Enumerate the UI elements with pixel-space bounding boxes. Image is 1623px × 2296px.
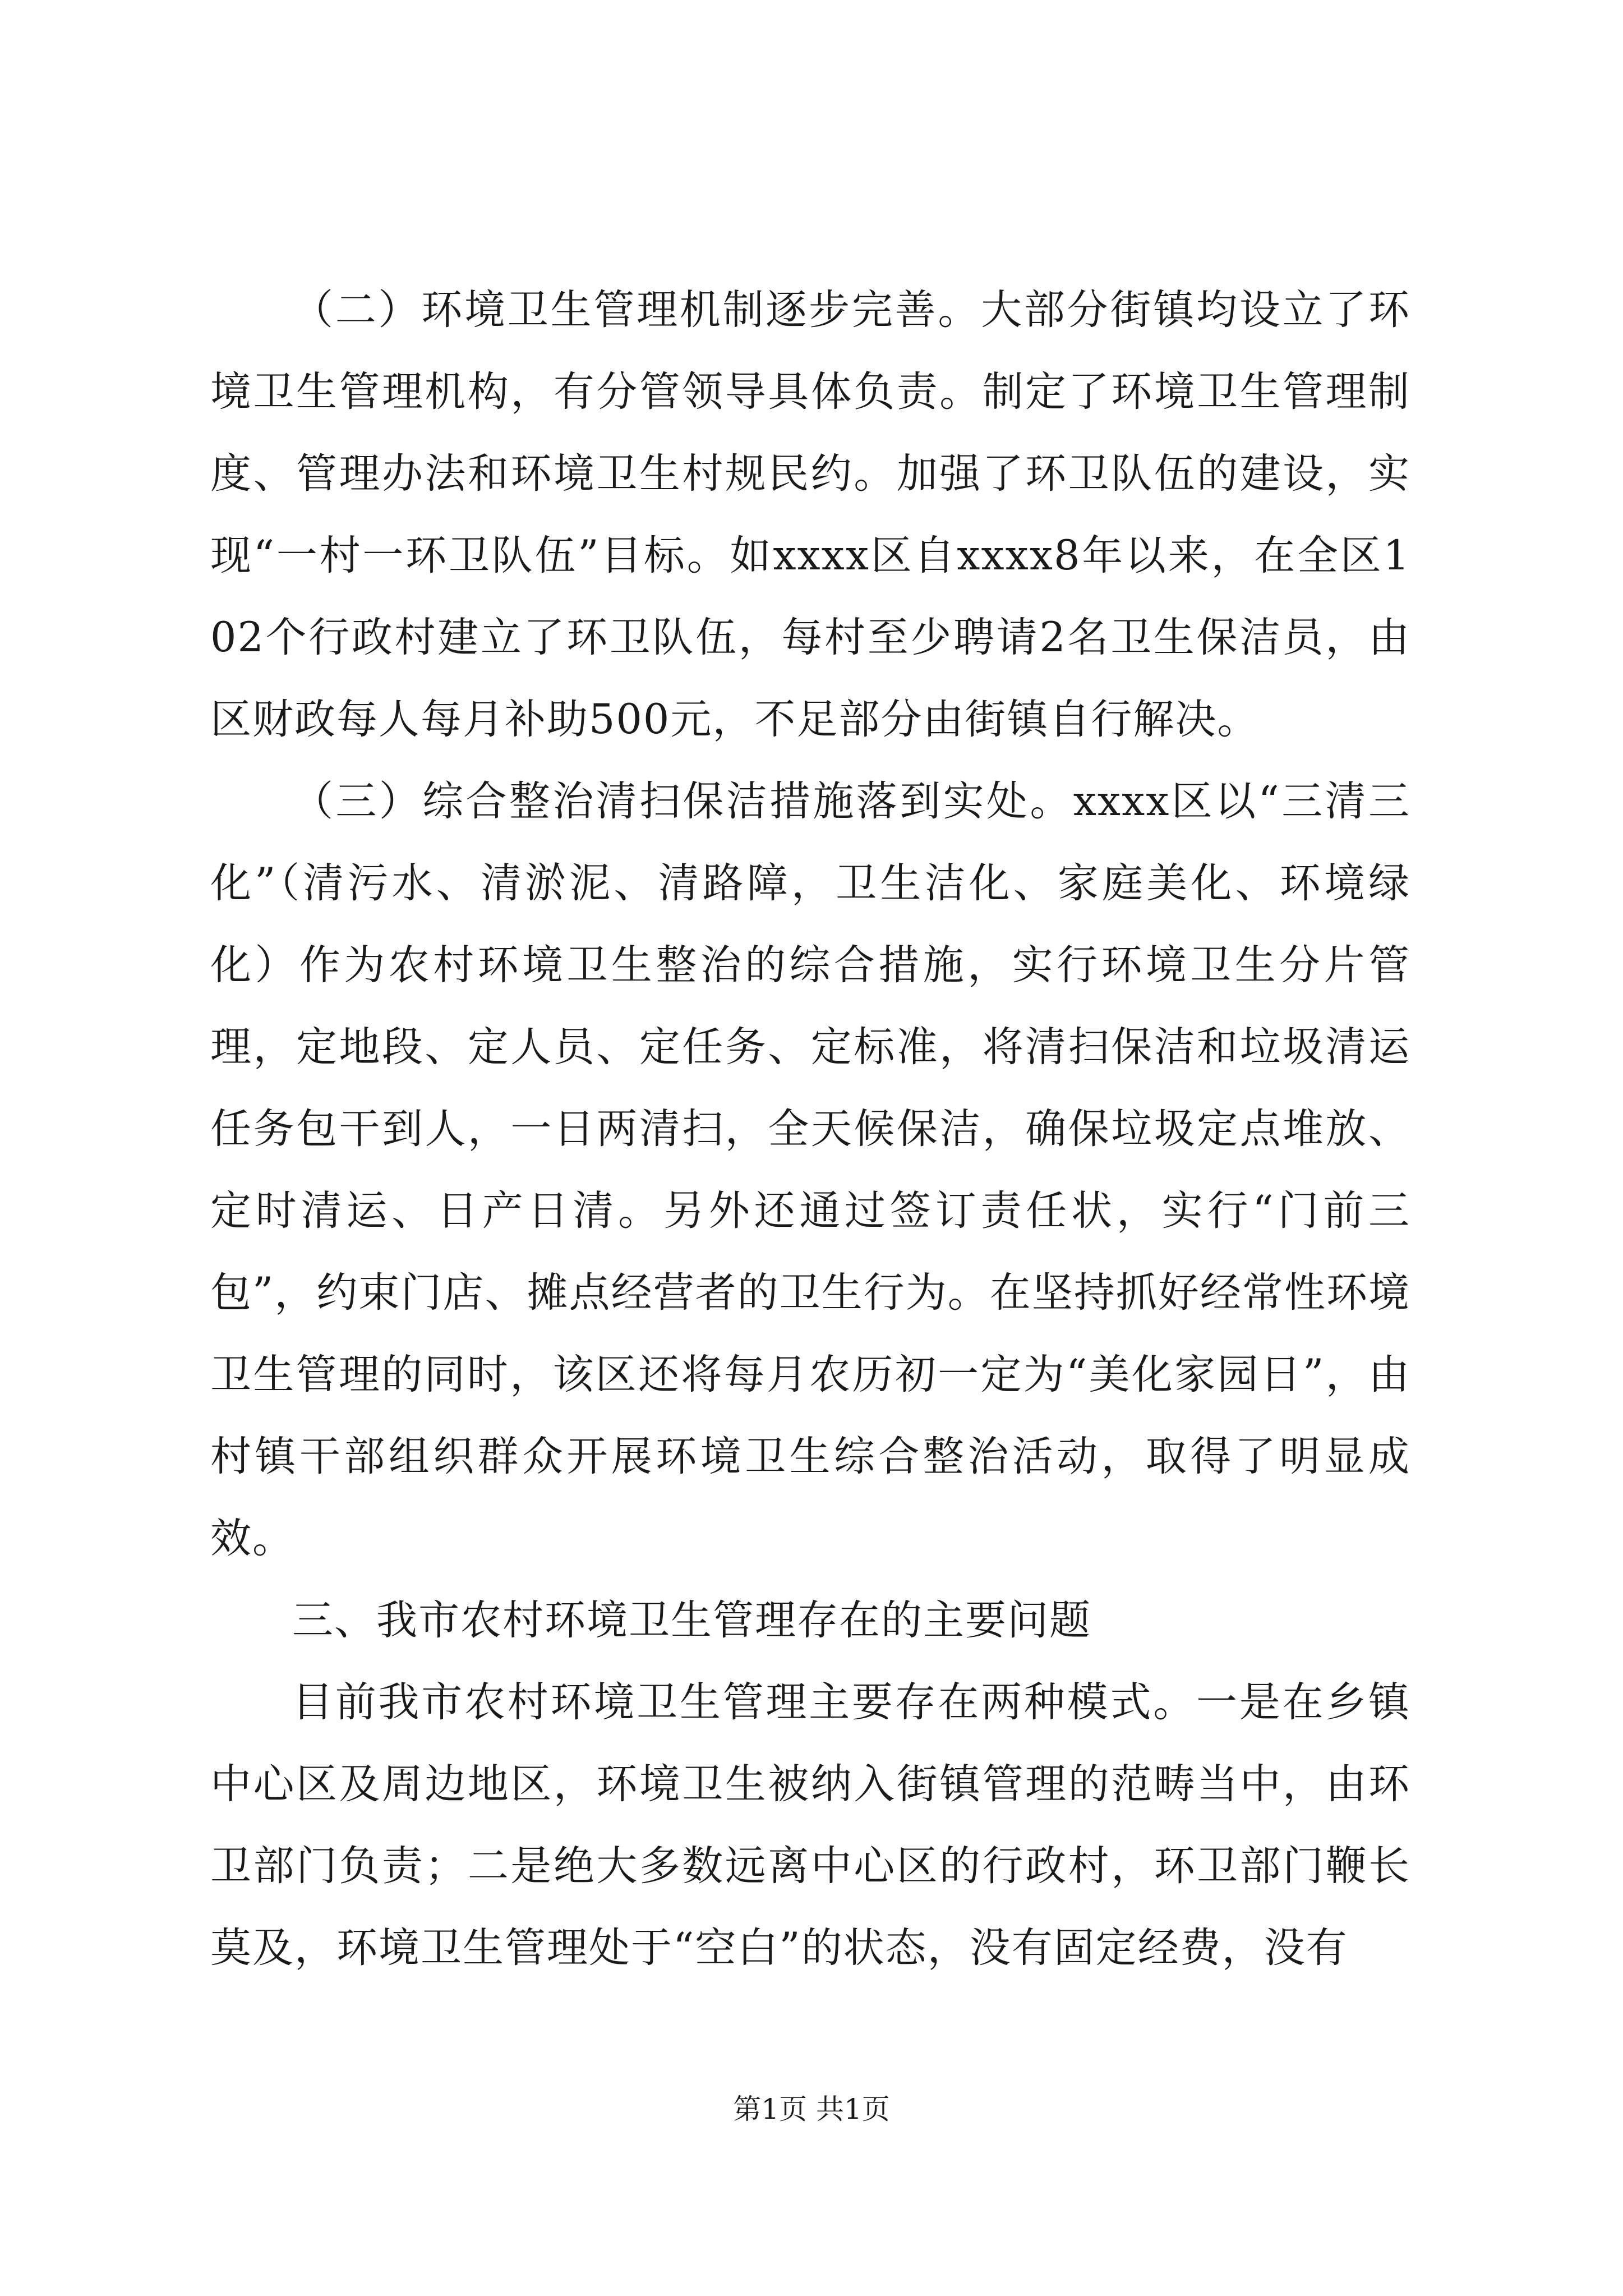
section-heading: 三、我市农村环境卫生管理存在的主要问题	[292, 1596, 1091, 1644]
document-body	[210, 269, 1410, 1989]
paragraph-management-modes: 目前我市农村环境卫生管理主要存在两种模式。一是在乡镇中心区及周边地区，环境卫生被纳入街镇管理的范畴当中，由环卫部门负责；二是绝大多数远离中心区的行政村，环卫部门鞭长莫及，环境卫生管理处于“空白”的状态，没有固定经费，没有	[210, 1678, 1410, 1972]
page-number-footer: 第1页 共1页	[733, 2093, 890, 2125]
paragraph-mechanism: （二）环境卫生管理机制逐步完善。大部分街镇均设立了环境卫生管理机构，有分管领导具体负责。制定了环境卫生管理制度、管理办法和环境卫生村规民约。加强了环卫队伍的建设，实现“一村一环卫队伍”目标。如xxxx区自xxxx8年以来，在全区102个行政村建立了环卫队伍，每村至少聘请2名卫生保洁员，由区财政每人每月补助500元，不足部分由街镇自行解决。	[210, 286, 1410, 743]
paragraph-cleaning-measures: （三）综合整治清扫保洁措施落到实处。xxxx区以“三清三化”（清污水、清淤泥、清路障，卫生洁化、家庭美化、环境绿化）作为农村环境卫生整治的综合措施，实行环境卫生分片管理，定地段、定人员、定任务、定标准，将清扫保洁和垃圾清运任务包干到人，一日两清扫，全天候保洁，确保垃圾定点堆放、定时清运、日产日清。另外还通过签订责任状，实行“门前三包”，约束门店、摊点经营者的卫生行为。在坚持抓好经常性环境卫生管理的同时，该区还将每月农历初一定为“美化家园日”，由村镇干部组织群众开展环境卫生综合整治活动，取得了明显成效。	[210, 777, 1410, 1562]
